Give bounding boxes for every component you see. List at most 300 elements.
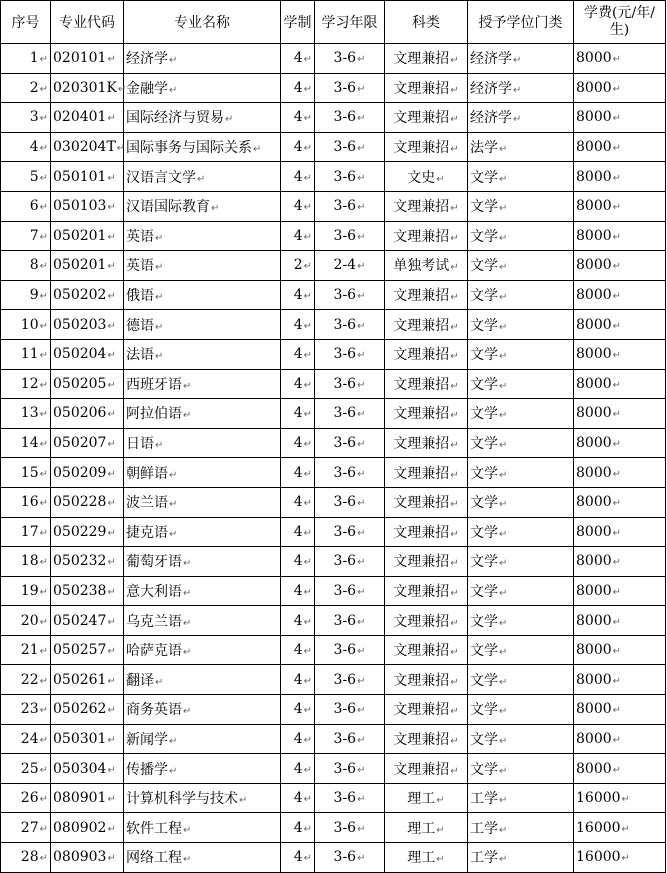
cell-no <box>1 310 51 340</box>
cell-name-text: 翻译 <box>126 672 154 689</box>
cell-end-mark: ↵ <box>450 55 459 67</box>
header-duration: 学习年限 <box>315 1 385 44</box>
cell-end-mark: ↵ <box>612 202 622 214</box>
cell-end-mark: ↵ <box>499 469 508 481</box>
cell-years <box>281 606 315 636</box>
cell-degree <box>468 458 574 488</box>
cell-end-mark: ↵ <box>612 172 622 184</box>
table-row <box>1 813 666 843</box>
cell-years <box>281 428 315 458</box>
cell-name <box>124 635 281 665</box>
cell-duration-text: 3-6 <box>333 464 357 481</box>
cell-no-text: 21 <box>20 642 39 659</box>
cell-fee <box>574 487 666 517</box>
cell-end-mark: ↵ <box>513 84 522 96</box>
cell-name-text: 传播学 <box>126 761 168 778</box>
cell-code-text: 080903 <box>53 849 107 866</box>
cell-end-mark: ↵ <box>436 854 445 866</box>
cell-end-mark: ↵ <box>39 291 48 303</box>
cell-fee-text: 8000 <box>576 405 612 422</box>
cell-fee <box>574 843 666 873</box>
cell-no-text: 12 <box>20 375 39 392</box>
cell-duration <box>315 458 385 488</box>
cell-no-text: 11 <box>20 346 39 363</box>
cell-duration-text: 3-6 <box>333 168 357 185</box>
table-row <box>1 339 666 369</box>
cell-end-mark: ↵ <box>436 173 445 185</box>
cell-degree <box>468 280 574 310</box>
cell-degree-text: 文学 <box>470 495 498 512</box>
cell-degree <box>468 547 574 577</box>
cell-code-text: 050206 <box>53 405 107 422</box>
cell-fee-text: 8000 <box>576 50 612 67</box>
cell-fee <box>574 103 666 133</box>
cell-name <box>124 576 281 606</box>
cell-no <box>1 399 51 429</box>
cell-end-mark: ↵ <box>107 764 116 776</box>
cell-duration <box>315 369 385 399</box>
cell-category <box>385 310 468 340</box>
cell-end-mark: ↵ <box>107 379 116 391</box>
cell-no-text: 3 <box>29 109 39 126</box>
cell-duration-text: 3-6 <box>333 198 357 215</box>
cell-end-mark: ↵ <box>39 586 48 598</box>
cell-degree-text: 文学 <box>470 761 498 778</box>
cell-duration <box>315 783 385 813</box>
cell-degree <box>468 517 574 547</box>
cell-no <box>1 369 51 399</box>
cell-duration-text: 3-6 <box>333 701 357 718</box>
cell-degree-text: 文学 <box>470 702 498 719</box>
cell-years-text: 4 <box>293 287 303 304</box>
cell-end-mark: ↵ <box>183 587 192 599</box>
cell-name-text: 俄语 <box>126 288 154 305</box>
cell-duration-text: 3-6 <box>333 50 357 67</box>
cell-category <box>385 162 468 192</box>
cell-no-text: 8 <box>29 257 39 274</box>
cell-code-text: 050204 <box>53 346 107 363</box>
cell-name-text: 汉语言文学 <box>126 169 196 186</box>
cell-degree <box>468 813 574 843</box>
cell-end-mark: ↵ <box>357 113 366 125</box>
cell-end-mark: ↵ <box>357 54 366 66</box>
cell-category <box>385 221 468 251</box>
cell-code <box>51 695 124 725</box>
cell-duration <box>315 44 385 74</box>
cell-end-mark: ↵ <box>499 203 508 215</box>
cell-degree <box>468 339 574 369</box>
cell-degree <box>468 369 574 399</box>
cell-category-text: 文理兼招 <box>393 199 450 216</box>
cell-no <box>1 428 51 458</box>
cell-name <box>124 843 281 873</box>
table-row <box>1 754 666 784</box>
cell-end-mark: ↵ <box>357 320 366 332</box>
table-row <box>1 44 666 74</box>
cell-no-text: 5 <box>29 168 39 185</box>
cell-end-mark: ↵ <box>499 854 508 866</box>
cell-end-mark: ↵ <box>450 587 459 599</box>
cell-end-mark: ↵ <box>169 84 178 96</box>
cell-category <box>385 695 468 725</box>
cell-end-mark: ↵ <box>107 172 116 184</box>
cell-end-mark: ↵ <box>107 439 116 451</box>
cell-end-mark: ↵ <box>499 321 508 333</box>
cell-degree-text: 文学 <box>470 169 498 186</box>
cell-fee <box>574 221 666 251</box>
cell-years <box>281 310 315 340</box>
cell-end-mark: ↵ <box>39 527 48 539</box>
cell-end-mark: ↵ <box>303 705 312 717</box>
table-row <box>1 310 666 340</box>
cell-duration <box>315 665 385 695</box>
cell-end-mark: ↵ <box>303 675 312 687</box>
cell-name-text: 意大利语 <box>126 583 182 600</box>
cell-end-mark: ↵ <box>499 144 508 156</box>
cell-duration-text: 3-6 <box>333 435 357 452</box>
cell-code-text: 050101 <box>53 168 107 185</box>
cell-years <box>281 339 315 369</box>
cell-end-mark: ↵ <box>39 320 48 332</box>
cell-code <box>51 44 124 74</box>
cell-end-mark: ↵ <box>612 557 622 569</box>
cell-end-mark: ↵ <box>357 172 366 184</box>
cell-years <box>281 458 315 488</box>
cell-end-mark: ↵ <box>450 440 459 452</box>
cell-fee <box>574 399 666 429</box>
cell-fee <box>574 132 666 162</box>
cell-years-text: 4 <box>293 435 303 452</box>
cell-category-text: 文理兼招 <box>393 436 450 453</box>
cell-fee <box>574 369 666 399</box>
cell-fee-text: 8000 <box>576 227 612 244</box>
cell-degree <box>468 487 574 517</box>
cell-end-mark: ↵ <box>155 321 164 333</box>
cell-no <box>1 843 51 873</box>
cell-duration <box>315 547 385 577</box>
cell-duration-text: 3-6 <box>333 346 357 363</box>
cell-end-mark: ↵ <box>303 498 312 510</box>
cell-category <box>385 191 468 221</box>
cell-end-mark: ↵ <box>450 84 459 96</box>
cell-end-mark: ↵ <box>303 54 312 66</box>
cell-degree <box>468 251 574 281</box>
cell-end-mark: ↵ <box>612 231 622 243</box>
cell-no <box>1 280 51 310</box>
cell-category-text: 文理兼招 <box>393 376 450 393</box>
cell-end-mark: ↵ <box>357 646 366 658</box>
cell-end-mark: ↵ <box>39 734 48 746</box>
table-row <box>1 547 666 577</box>
cell-category <box>385 487 468 517</box>
cell-degree-text: 文学 <box>470 228 498 245</box>
cell-years <box>281 132 315 162</box>
cell-duration <box>315 813 385 843</box>
cell-name <box>124 428 281 458</box>
cell-years-text: 4 <box>293 819 303 836</box>
cell-degree <box>468 635 574 665</box>
cell-duration <box>315 310 385 340</box>
header-years: 学制 <box>281 1 315 44</box>
cell-category-text: 文理兼招 <box>393 317 450 334</box>
cell-end-mark: ↵ <box>107 202 116 214</box>
cell-code <box>51 843 124 873</box>
cell-duration-text: 3-6 <box>333 760 357 777</box>
cell-fee-text: 8000 <box>576 316 612 333</box>
cell-name <box>124 754 281 784</box>
cell-no-text: 18 <box>20 553 39 570</box>
cell-degree <box>468 754 574 784</box>
header-fee: 学费(元/年/生) <box>574 1 666 44</box>
table-row <box>1 606 666 636</box>
cell-name <box>124 665 281 695</box>
cell-years-text: 4 <box>293 168 303 185</box>
cell-end-mark: ↵ <box>450 706 459 718</box>
cell-degree-text: 文学 <box>470 376 498 393</box>
cell-end-mark: ↵ <box>499 587 508 599</box>
cell-no <box>1 44 51 74</box>
cell-duration-text: 3-6 <box>333 849 357 866</box>
cell-duration <box>315 487 385 517</box>
cell-years <box>281 191 315 221</box>
cell-years-text: 4 <box>293 671 303 688</box>
cell-end-mark: ↵ <box>116 143 126 155</box>
table-row <box>1 458 666 488</box>
cell-fee-text: 8000 <box>576 79 612 96</box>
cell-end-mark: ↵ <box>357 586 366 598</box>
cell-duration-text: 2-4 <box>333 257 357 274</box>
cell-no <box>1 576 51 606</box>
cell-name <box>124 369 281 399</box>
cell-end-mark: ↵ <box>303 83 312 95</box>
cell-name <box>124 724 281 754</box>
cell-code <box>51 73 127 103</box>
cell-code <box>51 132 124 162</box>
cell-end-mark: ↵ <box>436 795 445 807</box>
cell-end-mark: ↵ <box>197 173 206 185</box>
cell-end-mark: ↵ <box>357 527 366 539</box>
cell-end-mark: ↵ <box>169 765 178 777</box>
cell-years-text: 4 <box>293 760 303 777</box>
cell-years-text: 4 <box>293 849 303 866</box>
cell-duration <box>315 221 385 251</box>
cell-duration-text: 3-6 <box>333 642 357 659</box>
cell-code-text: 020401 <box>53 109 107 126</box>
cell-fee <box>574 339 666 369</box>
cell-end-mark: ↵ <box>39 439 48 451</box>
cell-category-text: 文理兼招 <box>393 288 450 305</box>
cell-no-text: 2 <box>29 79 39 96</box>
cell-category-text: 理工 <box>407 820 436 837</box>
cell-end-mark: ↵ <box>499 499 508 511</box>
cell-end-mark: ↵ <box>107 616 116 628</box>
cell-end-mark: ↵ <box>499 795 508 807</box>
cell-end-mark: ↵ <box>436 824 445 836</box>
cell-end-mark: ↵ <box>499 380 508 392</box>
cell-category-text: 单独考试 <box>393 258 450 275</box>
cell-code-text: 020301K <box>53 79 117 96</box>
cell-end-mark: ↵ <box>450 144 459 156</box>
cell-name-text: 西班牙语 <box>126 376 182 393</box>
cell-category-text: 文理兼招 <box>393 465 450 482</box>
cell-no <box>1 191 51 221</box>
cell-end-mark: ↵ <box>39 823 48 835</box>
cell-name-text: 英语 <box>126 228 154 245</box>
cell-end-mark: ↵ <box>39 646 48 658</box>
cell-end-mark: ↵ <box>39 764 48 776</box>
cell-degree-text: 文学 <box>470 317 498 334</box>
table-row <box>1 369 666 399</box>
cell-name-text: 国际事务与国际关系 <box>126 140 252 157</box>
cell-degree-text: 工学 <box>470 850 498 867</box>
cell-years-text: 4 <box>293 642 303 659</box>
cell-years <box>281 547 315 577</box>
cell-no-text: 19 <box>20 582 39 599</box>
cell-years <box>281 665 315 695</box>
cell-category <box>385 73 468 103</box>
cell-end-mark: ↵ <box>499 647 508 659</box>
cell-end-mark: ↵ <box>612 527 622 539</box>
cell-no-text: 16 <box>20 494 39 511</box>
cell-end-mark: ↵ <box>107 646 116 658</box>
cell-name <box>124 73 281 103</box>
cell-name-text: 乌克兰语 <box>126 613 182 630</box>
cell-code-text: 050203 <box>53 316 107 333</box>
cell-fee-text: 8000 <box>576 109 612 126</box>
cell-category <box>385 576 468 606</box>
cell-end-mark: ↵ <box>169 528 178 540</box>
cell-end-mark: ↵ <box>169 55 178 67</box>
cell-category-text: 文理兼招 <box>393 613 450 630</box>
cell-end-mark: ↵ <box>357 823 366 835</box>
cell-no <box>1 635 51 665</box>
table-row <box>1 162 666 192</box>
cell-end-mark: ↵ <box>39 409 48 421</box>
cell-fee-text: 16000 <box>576 849 621 866</box>
cell-end-mark: ↵ <box>612 764 622 776</box>
cell-end-mark: ↵ <box>303 764 312 776</box>
cell-degree-text: 文学 <box>470 524 498 541</box>
cell-end-mark: ↵ <box>39 231 48 243</box>
cell-end-mark: ↵ <box>107 794 116 806</box>
cell-end-mark: ↵ <box>39 705 48 717</box>
cell-degree <box>468 162 574 192</box>
cell-years-text: 4 <box>293 109 303 126</box>
header-no: 序号 <box>1 1 51 44</box>
cell-duration <box>315 517 385 547</box>
cell-end-mark: ↵ <box>612 54 622 66</box>
cell-category <box>385 754 468 784</box>
cell-fee <box>574 754 666 784</box>
cell-end-mark: ↵ <box>107 853 116 865</box>
header-code: 专业代码 <box>51 1 124 44</box>
cell-category-text: 文理兼招 <box>393 51 450 68</box>
cell-end-mark: ↵ <box>450 617 459 629</box>
cell-duration-text: 3-6 <box>333 582 357 599</box>
table-row <box>1 280 666 310</box>
table-row <box>1 843 666 873</box>
cell-years-text: 4 <box>293 523 303 540</box>
cell-no-text: 23 <box>20 701 39 718</box>
cell-end-mark: ↵ <box>612 320 622 332</box>
cell-end-mark: ↵ <box>183 410 192 422</box>
cell-end-mark: ↵ <box>303 143 312 155</box>
cell-end-mark: ↵ <box>357 764 366 776</box>
cell-no-text: 26 <box>20 790 39 807</box>
cell-end-mark: ↵ <box>39 350 48 362</box>
cell-no <box>1 339 51 369</box>
cell-no <box>1 547 51 577</box>
cell-degree-text: 文学 <box>470 199 498 216</box>
cell-years <box>281 399 315 429</box>
cell-code-text: 080902 <box>53 819 107 836</box>
cell-duration <box>315 724 385 754</box>
cell-degree <box>468 191 574 221</box>
cell-end-mark: ↵ <box>621 853 630 865</box>
cell-name <box>124 813 281 843</box>
cell-years-text: 4 <box>293 464 303 481</box>
cell-end-mark: ↵ <box>183 380 192 392</box>
cell-degree-text: 工学 <box>470 791 498 808</box>
cell-years-text: 4 <box>293 346 303 363</box>
cell-years-text: 4 <box>293 494 303 511</box>
cell-fee <box>574 695 666 725</box>
cell-years <box>281 695 315 725</box>
cell-end-mark: ↵ <box>39 853 48 865</box>
cell-degree <box>468 132 574 162</box>
cell-end-mark: ↵ <box>450 380 459 392</box>
cell-years <box>281 44 315 74</box>
cell-name <box>124 251 281 281</box>
cell-end-mark: ↵ <box>612 113 622 125</box>
cell-code <box>51 162 124 192</box>
cell-name-text: 法语 <box>126 347 154 364</box>
cell-category-text: 文理兼招 <box>393 347 450 364</box>
cell-years-text: 4 <box>293 50 303 67</box>
cell-end-mark: ↵ <box>357 705 366 717</box>
cell-degree-text: 文学 <box>470 288 498 305</box>
cell-end-mark: ↵ <box>107 527 116 539</box>
cell-duration <box>315 339 385 369</box>
cell-category-text: 文理兼招 <box>393 702 450 719</box>
cell-name <box>124 487 281 517</box>
cell-end-mark: ↵ <box>450 203 459 215</box>
cell-degree-text: 文学 <box>470 583 498 600</box>
cell-end-mark: ↵ <box>499 735 508 747</box>
cell-end-mark: ↵ <box>253 144 262 156</box>
cell-code <box>51 606 124 636</box>
cell-category-text: 文理兼招 <box>393 672 450 689</box>
cell-no-text: 14 <box>20 435 39 452</box>
cell-end-mark: ↵ <box>39 468 48 480</box>
cell-end-mark: ↵ <box>357 261 366 273</box>
cell-name-text: 葡萄牙语 <box>126 554 182 571</box>
cell-name-text: 新闻学 <box>126 731 168 748</box>
cell-end-mark: ↵ <box>513 55 522 67</box>
cell-end-mark: ↵ <box>450 676 459 688</box>
cell-years <box>281 783 315 813</box>
cell-end-mark: ↵ <box>499 440 508 452</box>
table-row <box>1 251 666 281</box>
cell-end-mark: ↵ <box>357 498 366 510</box>
cell-category <box>385 547 468 577</box>
cell-end-mark: ↵ <box>303 291 312 303</box>
cell-end-mark: ↵ <box>107 350 116 362</box>
cell-degree-text: 文学 <box>470 258 498 275</box>
cell-end-mark: ↵ <box>303 261 312 273</box>
cell-end-mark: ↵ <box>155 232 164 244</box>
cell-end-mark: ↵ <box>107 705 116 717</box>
